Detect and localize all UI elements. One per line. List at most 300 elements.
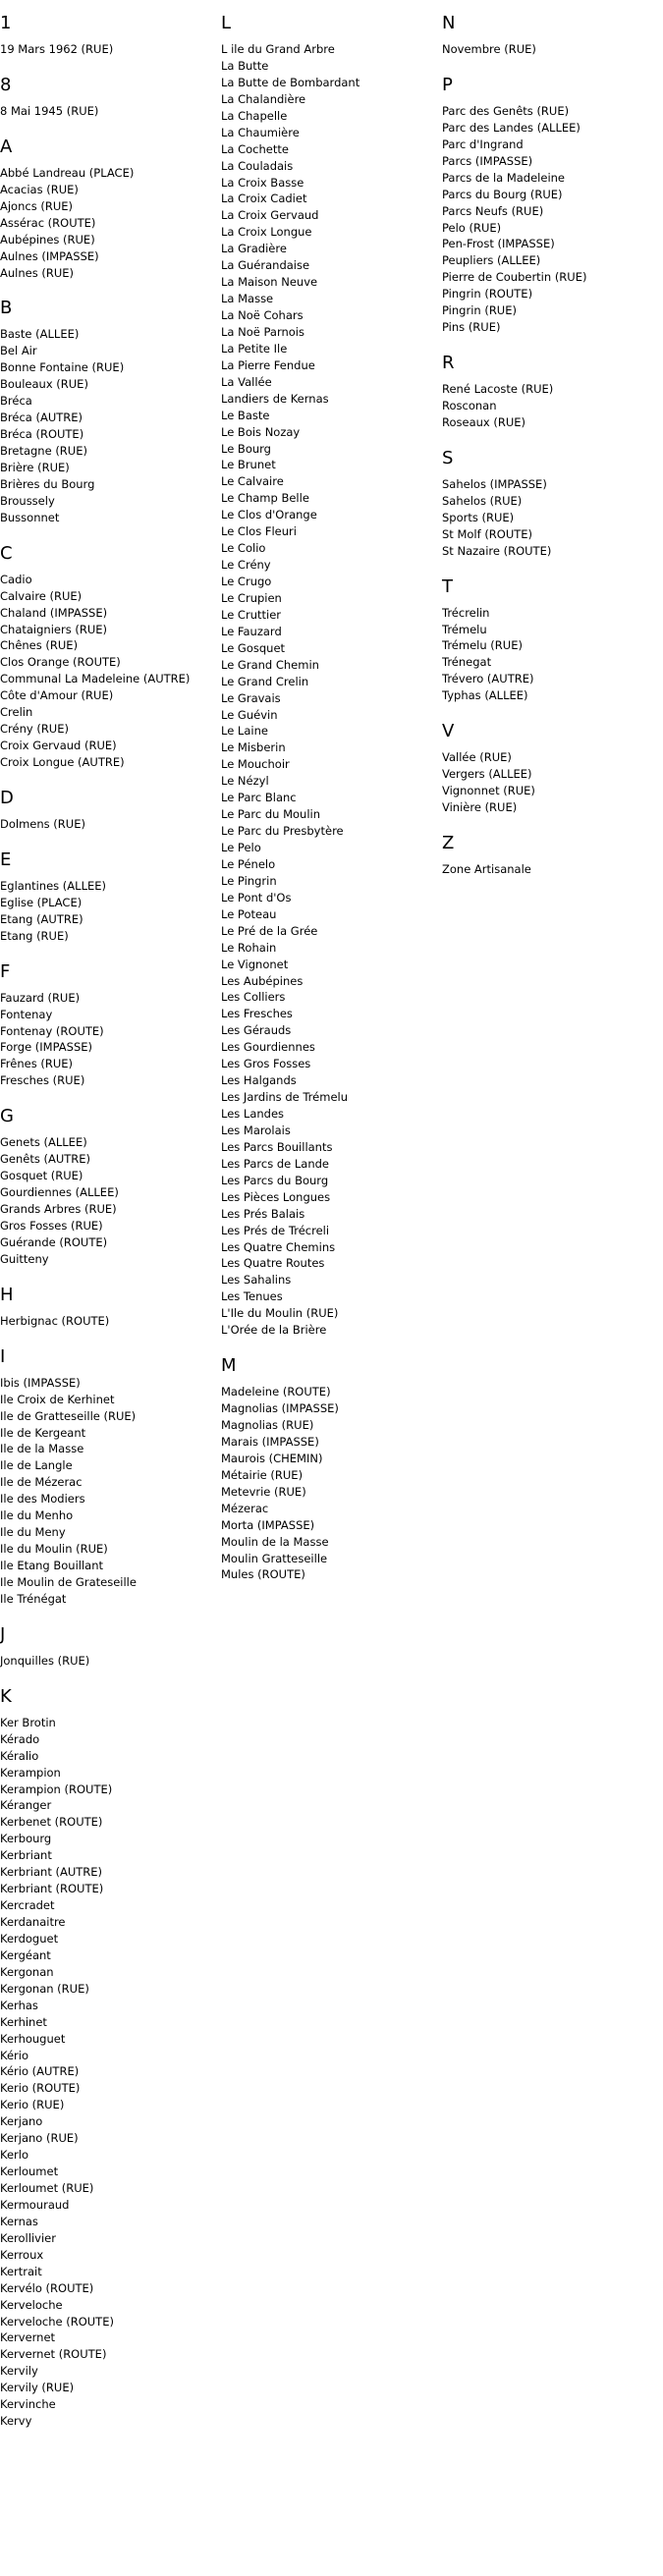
street-name-item: La Chaumière: [221, 125, 300, 139]
street-name-item: Le Laine: [221, 724, 268, 739]
street-name-item: La Butte: [221, 58, 269, 73]
street-list: [442, 749, 658, 816]
street-name-item: Moulin Gratteseille: [221, 1551, 328, 1565]
street-name-item: St Nazaire (ROUTE): [442, 543, 552, 558]
street-name-item: Métairie (RUE): [221, 1467, 304, 1482]
section-letter-heading: D: [0, 787, 14, 808]
letter-section: [0, 1625, 216, 1670]
street-name-item: La Croix Basse: [221, 175, 304, 190]
letter-section: [442, 354, 658, 431]
section-letter-heading: B: [0, 298, 13, 319]
street-name-item: Les Fresches: [221, 1007, 293, 1021]
street-name-item: Trénegat: [442, 655, 492, 670]
street-name-item: Kervy: [0, 2414, 32, 2429]
street-name-item: Les Prés Balais: [221, 1206, 305, 1221]
section-letter-heading: C: [0, 542, 13, 564]
street-name-item: Roseaux (RUE): [442, 414, 526, 429]
street-name-item: Le Bois Nozay: [221, 424, 301, 439]
street-name-item: Vergers (ALLEE): [442, 767, 532, 782]
street-name-item: Ile Etang Bouillant: [0, 1559, 104, 1572]
street-name-item: Mézerac: [221, 1501, 269, 1515]
street-name-item: Landiers de Kernas: [221, 391, 329, 406]
street-name-item: Fontenay (ROUTE): [0, 1023, 104, 1038]
street-name-item: Les Gourdiennes: [221, 1040, 315, 1055]
street-name-item: Ibis (IMPASSE): [0, 1375, 81, 1390]
street-name-item: La Croix Gervaud: [221, 208, 319, 223]
letter-section: [0, 1286, 216, 1330]
street-name-item: Grands Arbres (RUE): [0, 1202, 117, 1216]
street-name-item: Kermouraud: [0, 2197, 70, 2212]
street-name-item: Kerhinet: [0, 2014, 47, 2029]
street-name-item: Acacias (RUE): [0, 182, 79, 196]
street-name-item: Mules (ROUTE): [221, 1567, 305, 1582]
street-name-item: Les Aubépines: [221, 973, 304, 988]
section-letter-heading: N: [442, 13, 456, 33]
letter-section: [0, 544, 216, 771]
street-name-item: Kerio (RUE): [0, 2098, 65, 2112]
street-name-item: Chataigniers (RUE): [0, 622, 107, 636]
letter-section: [0, 76, 216, 120]
street-name-item: Kervinche: [0, 2397, 56, 2412]
street-name-item: Les Colliers: [221, 990, 286, 1005]
street-name-item: Les Parcs de Lande: [221, 1156, 329, 1171]
street-list: [442, 41, 658, 58]
street-name-item: 19 Mars 1962 (RUE): [0, 42, 114, 56]
street-name-item: Communal La Madeleine (AUTRE): [0, 672, 191, 686]
street-name-item: Aulnes (RUE): [0, 265, 75, 280]
section-letter-heading: G: [0, 1106, 14, 1127]
street-name-item: Parcs de la Madeleine: [442, 170, 566, 185]
street-name-item: Kerhas: [0, 1998, 38, 2012]
street-name-item: Broussely: [0, 493, 55, 508]
street-name-item: Le Clos d'Orange: [221, 508, 317, 522]
street-name-item: Les Parcs du Bourg: [221, 1173, 329, 1187]
street-list: [0, 1715, 216, 2430]
street-name-item: La Couladais: [221, 158, 294, 173]
street-name-item: Brière (RUE): [0, 460, 70, 474]
street-name-item: Vignonnet (RUE): [442, 784, 535, 798]
street-name-item: Fauzard (RUE): [0, 990, 81, 1005]
street-name-item: Croix Gervaud (RUE): [0, 739, 117, 753]
street-name-item: Trémelu: [442, 622, 487, 636]
street-name-item: Kergéant: [0, 1947, 51, 1962]
street-name-item: 8 Mai 1945 (RUE): [0, 103, 99, 118]
street-name-item: Les Marolais: [221, 1123, 291, 1137]
street-name-item: Kergonan (RUE): [0, 1981, 89, 1996]
letter-section: [0, 137, 216, 282]
street-name-item: Ajoncs (RUE): [0, 198, 74, 213]
street-name-item: Calvaire (RUE): [0, 588, 83, 603]
street-name-item: Kéranger: [0, 1798, 52, 1813]
street-name-item: Le Calvaire: [221, 474, 284, 489]
street-name-item: Typhas (ALLEE): [442, 688, 528, 703]
street-name-item: Les Pièces Longues: [221, 1189, 331, 1204]
street-list: [442, 103, 658, 336]
street-name-item: Gourdiennes (ALLEE): [0, 1185, 119, 1200]
street-name-item: Kerollivier: [0, 2230, 56, 2245]
street-name-item: L'Orée de la Brière: [221, 1323, 327, 1338]
street-name-item: La Chalandière: [221, 91, 306, 106]
street-name-item: Bel Air: [0, 344, 37, 358]
street-name-item: Les Landes: [221, 1107, 285, 1121]
street-name-item: Kervily: [0, 2364, 38, 2379]
street-name-item: Le Gosquet: [221, 640, 286, 655]
street-name-item: Bussonnet: [0, 510, 60, 524]
letter-section: [442, 722, 658, 816]
street-name-item: Le Crény: [221, 558, 271, 573]
street-name-item: La Petite Ile: [221, 341, 288, 356]
street-name-item: Pen-Frost (IMPASSE): [442, 237, 555, 251]
letter-section: [442, 834, 658, 878]
street-name-item: La Croix Cadiet: [221, 192, 307, 206]
street-name-item: Crelin: [0, 705, 33, 720]
street-name-item: Abbé Landreau (PLACE): [0, 165, 135, 180]
street-name-item: La Noë Cohars: [221, 308, 304, 322]
section-letter-heading: K: [0, 1685, 12, 1707]
letter-section: [442, 76, 658, 336]
street-name-item: Gosquet (RUE): [0, 1169, 83, 1183]
street-name-item: Les Halgands: [221, 1073, 297, 1088]
street-name-item: Les Gérauds: [221, 1023, 292, 1038]
street-name-item: Kerloumet: [0, 2165, 59, 2179]
letter-section: [0, 1107, 216, 1268]
section-letter-heading: A: [0, 136, 13, 157]
street-name-item: Marais (IMPASSE): [221, 1434, 319, 1449]
section-letter-heading: J: [0, 1623, 6, 1645]
street-list: [0, 1653, 216, 1670]
street-name-item: Ile Croix de Kerhinet: [0, 1392, 115, 1406]
street-name-item: Chênes (RUE): [0, 638, 79, 653]
street-name-item: Les Quatre Chemins: [221, 1239, 336, 1254]
section-letter-heading: 8: [0, 74, 12, 95]
letter-section: [0, 962, 216, 1090]
street-name-item: Kerroux: [0, 2247, 44, 2262]
street-name-item: Le Misberin: [221, 740, 286, 755]
street-list: [0, 1134, 216, 1268]
street-name-item: Les Prés de Trécreli: [221, 1223, 330, 1237]
street-name-item: Le Parc Blanc: [221, 791, 297, 805]
street-name-item: Etang (RUE): [0, 928, 69, 943]
street-name-item: Le Guévin: [221, 707, 278, 722]
street-name-item: Dolmens (RUE): [0, 816, 85, 831]
street-name-item: Pelo (RUE): [442, 220, 502, 235]
street-list: [0, 1313, 216, 1330]
street-name-item: Magnolias (RUE): [221, 1418, 314, 1432]
street-name-item: Le Mouchoir: [221, 757, 290, 772]
street-name-item: La Guérandaise: [221, 258, 310, 273]
letter-section: [221, 14, 437, 1339]
street-list: [0, 165, 216, 282]
street-name-item: Brières du Bourg: [0, 476, 95, 491]
street-name-item: Kerbriant (ROUTE): [0, 1882, 104, 1896]
street-name-item: Fresches (RUE): [0, 1073, 85, 1088]
street-name-item: Madeleine (ROUTE): [221, 1385, 331, 1399]
street-name-item: Kerbenet (ROUTE): [0, 1815, 103, 1830]
street-name-item: La Noë Parnois: [221, 324, 304, 339]
street-name-item: Kervélo (ROUTE): [0, 2280, 94, 2295]
street-name-item: Le Brunet: [221, 458, 276, 472]
street-name-item: Le Poteau: [221, 906, 277, 921]
letter-section: [221, 1356, 437, 1583]
street-name-item: Forge (IMPASSE): [0, 1040, 93, 1055]
street-name-item: Kerhouguet: [0, 2031, 66, 2046]
street-name-item: Bouleaux (RUE): [0, 377, 88, 392]
letter-section: [0, 789, 216, 833]
street-name-item: Bréca (ROUTE): [0, 427, 84, 442]
letter-section: [442, 577, 658, 705]
street-name-item: Moulin de la Masse: [221, 1534, 329, 1549]
section-letter-heading: M: [221, 1355, 237, 1377]
street-name-item: Eglantines (ALLEE): [0, 878, 106, 893]
street-name-item: Le Pelo: [221, 841, 261, 854]
street-name-item: Aubépines (RUE): [0, 232, 95, 247]
street-name-item: Le Parc du Presbytère: [221, 824, 344, 839]
street-name-item: Le Pont d'Os: [221, 890, 292, 904]
street-name-item: Guitteny: [0, 1251, 49, 1266]
street-name-item: Les Gros Fosses: [221, 1057, 311, 1071]
letter-section: [0, 1687, 216, 2430]
street-name-item: Le Parc du Moulin: [221, 807, 321, 822]
street-list: [0, 816, 216, 833]
street-name-item: Genêts (AUTRE): [0, 1152, 91, 1167]
street-name-item: Les Jardins de Trémelu: [221, 1090, 348, 1105]
street-name-item: Kervernet (ROUTE): [0, 2347, 107, 2362]
street-name-item: La Masse: [221, 292, 274, 306]
street-name-item: Rosconan: [442, 399, 497, 412]
letter-section: [0, 14, 216, 58]
street-name-item: Le Pré de la Grée: [221, 923, 318, 938]
letter-section: [442, 14, 658, 58]
street-list: [221, 41, 437, 1339]
street-name-item: Le Bourg: [221, 441, 271, 456]
street-list: [442, 476, 658, 560]
street-name-item: Ile de la Masse: [0, 1442, 84, 1456]
section-letter-heading: F: [0, 960, 11, 982]
street-name-item: Kerjano: [0, 2114, 43, 2129]
street-name-item: Sports (RUE): [442, 510, 515, 524]
street-name-item: Le Vignonet: [221, 957, 289, 971]
street-name-item: Maurois (CHEMIN): [221, 1451, 323, 1465]
section-letter-heading: T: [442, 575, 453, 597]
street-name-item: Parcs Neufs (RUE): [442, 203, 544, 218]
section-letter-heading: I: [0, 1345, 6, 1367]
letter-section: [442, 449, 658, 560]
street-name-item: La Gradière: [221, 242, 287, 256]
street-name-item: Gros Fosses (RUE): [0, 1218, 103, 1233]
street-name-item: Pingrin (RUE): [442, 303, 517, 318]
street-name-item: Le Colio: [221, 541, 266, 556]
street-index-column-2: [221, 14, 437, 1601]
street-name-item: Kérado: [0, 1731, 40, 1746]
street-name-item: Kerampion (ROUTE): [0, 1781, 113, 1796]
street-name-item: Le Grand Chemin: [221, 657, 319, 672]
street-name-item: Kervily (RUE): [0, 2381, 75, 2395]
street-name-item: Herbignac (ROUTE): [0, 1313, 110, 1328]
street-name-item: Eglise (PLACE): [0, 895, 83, 909]
section-letter-heading: H: [0, 1284, 14, 1305]
street-name-item: Peupliers (ALLEE): [442, 253, 541, 268]
letter-section: [0, 850, 216, 945]
street-name-item: Trémelu (RUE): [442, 638, 523, 653]
letter-section: [0, 1347, 216, 1608]
street-name-item: Jonquilles (RUE): [0, 1653, 90, 1668]
street-name-item: Kergonan: [0, 1964, 54, 1979]
street-name-item: Ker Brotin: [0, 1715, 56, 1729]
street-name-item: La Chapelle: [221, 108, 288, 123]
street-name-item: Clos Orange (ROUTE): [0, 655, 121, 670]
street-name-item: Kério (AUTRE): [0, 2064, 80, 2079]
street-name-item: Kerloumet (RUE): [0, 2181, 94, 2195]
street-name-item: Parcs (IMPASSE): [442, 153, 533, 168]
street-name-item: Trévero (AUTRE): [442, 672, 534, 686]
street-name-item: Pins (RUE): [442, 320, 501, 335]
section-letter-heading: 1: [0, 13, 12, 33]
street-name-item: Baste (ALLEE): [0, 327, 80, 342]
street-name-item: Le Gravais: [221, 690, 281, 705]
street-name-item: Le Crugo: [221, 575, 272, 588]
street-name-item: Bretagne (RUE): [0, 444, 87, 458]
street-name-item: Chaland (IMPASSE): [0, 605, 108, 620]
street-name-item: La Cochette: [221, 141, 289, 156]
street-name-item: Kerlo: [0, 2148, 29, 2163]
street-name-item: Les Parcs Bouillants: [221, 1139, 333, 1154]
street-index-column-1: [0, 14, 216, 2447]
street-name-item: Magnolias (IMPASSE): [221, 1401, 339, 1416]
street-name-item: Ile de Gratteseille (RUE): [0, 1408, 137, 1423]
street-name-item: Cadio: [0, 572, 32, 586]
street-name-item: Ile du Meny: [0, 1525, 66, 1540]
street-name-item: Bonne Fontaine (RUE): [0, 360, 125, 375]
letter-section: [0, 299, 216, 525]
street-list: [0, 990, 216, 1090]
street-name-item: La Croix Longue: [221, 225, 312, 240]
street-name-item: Parcs du Bourg (RUE): [442, 187, 563, 201]
street-name-item: Kervernet: [0, 2330, 56, 2345]
street-name-item: Le Pingrin: [221, 873, 277, 888]
street-name-item: Parc d'Ingrand: [442, 137, 524, 151]
street-name-item: Le Crupien: [221, 590, 282, 605]
street-name-item: Le Pénelo: [221, 856, 276, 871]
street-name-item: Kéralio: [0, 1748, 39, 1763]
street-name-item: Kerveloche (ROUTE): [0, 2314, 114, 2329]
section-letter-heading: E: [0, 849, 12, 870]
street-name-item: Guérande (ROUTE): [0, 1234, 108, 1249]
street-name-item: Crény (RUE): [0, 722, 69, 737]
section-letter-heading: R: [442, 353, 455, 374]
street-name-item: Ile Moulin de Grateseille: [0, 1574, 137, 1589]
street-name-item: Morta (IMPASSE): [221, 1517, 315, 1532]
street-list: [0, 103, 216, 120]
street-name-item: Le Clos Fleuri: [221, 524, 297, 539]
street-list: [0, 326, 216, 525]
street-name-item: Kerbriant (AUTRE): [0, 1865, 103, 1880]
street-name-item: Kerbriant: [0, 1848, 52, 1863]
street-name-item: La Pierre Fendue: [221, 357, 315, 372]
street-name-item: Le Grand Crelin: [221, 674, 309, 688]
street-name-item: Ile de Mézerac: [0, 1475, 83, 1490]
street-name-item: Pierre de Coubertin (RUE): [442, 270, 587, 285]
street-index-column-3: [442, 14, 658, 896]
street-list: [0, 878, 216, 945]
section-letter-heading: P: [442, 74, 453, 95]
street-name-item: Les Sahalins: [221, 1273, 292, 1288]
street-name-item: Sahelos (IMPASSE): [442, 476, 547, 491]
street-name-item: Ile de Kergeant: [0, 1425, 86, 1440]
street-name-item: La Maison Neuve: [221, 275, 318, 290]
street-name-item: Ile des Modiers: [0, 1492, 85, 1507]
street-name-item: Sahelos (RUE): [442, 493, 523, 508]
street-name-item: Kerbourg: [0, 1832, 52, 1846]
street-name-item: Le Champ Belle: [221, 491, 309, 506]
street-name-item: Kercradet: [0, 1898, 55, 1913]
street-name-item: Ile Trénégat: [0, 1591, 67, 1606]
street-name-item: Les Tenues: [221, 1289, 283, 1304]
street-name-item: Le Cruttier: [221, 607, 281, 622]
street-list: [221, 1384, 437, 1583]
street-name-item: Kertrait: [0, 2264, 42, 2278]
street-name-item: Ile de Langle: [0, 1458, 73, 1473]
street-name-item: Kerio (ROUTE): [0, 2081, 81, 2096]
street-name-item: Assérac (ROUTE): [0, 215, 96, 230]
street-name-item: Le Baste: [221, 408, 270, 422]
street-name-item: Ile du Menho: [0, 1508, 74, 1523]
street-name-item: Les Quatre Routes: [221, 1256, 325, 1271]
street-name-item: La Butte de Bombardant: [221, 75, 360, 89]
street-name-item: Le Nézyl: [221, 774, 269, 789]
street-name-item: Kerdoguet: [0, 1931, 59, 1946]
street-name-item: L ile du Grand Arbre: [221, 42, 335, 56]
street-name-item: Metevrie (RUE): [221, 1484, 306, 1499]
street-list: [442, 381, 658, 431]
street-name-item: René Lacoste (RUE): [442, 382, 554, 397]
section-letter-heading: V: [442, 721, 455, 742]
street-name-item: Ile du Moulin (RUE): [0, 1542, 108, 1557]
street-name-item: Kerjano (RUE): [0, 2131, 79, 2146]
section-letter-heading: L: [221, 13, 232, 33]
street-name-item: Bréca (AUTRE): [0, 411, 83, 425]
street-list: [0, 1375, 216, 1608]
street-name-item: Frênes (RUE): [0, 1057, 73, 1071]
street-name-item: Côte d'Amour (RUE): [0, 688, 114, 703]
street-name-item: Kério: [0, 2048, 29, 2062]
street-list: [442, 861, 658, 878]
street-name-item: Kerampion: [0, 1765, 61, 1780]
street-name-item: Novembre (RUE): [442, 42, 536, 56]
street-name-item: Aulnes (IMPASSE): [0, 248, 99, 263]
street-list: [0, 41, 216, 58]
street-name-item: Le Fauzard: [221, 624, 282, 638]
street-name-item: Bréca: [0, 394, 32, 409]
street-name-item: Parc des Landes (ALLEE): [442, 120, 580, 135]
street-name-item: La Vallée: [221, 374, 272, 389]
section-letter-heading: Z: [442, 832, 455, 853]
street-name-item: Etang (AUTRE): [0, 911, 83, 926]
street-name-item: Le Rohain: [221, 940, 277, 955]
street-name-item: Kerdanaitre: [0, 1915, 66, 1929]
street-name-item: Trécrelin: [442, 605, 490, 620]
street-name-item: Zone Artisanale: [442, 861, 531, 876]
street-list: [0, 572, 216, 771]
street-name-item: Vallée (RUE): [442, 750, 512, 765]
street-name-item: Pingrin (ROUTE): [442, 287, 533, 301]
street-name-item: Parc des Genêts (RUE): [442, 103, 570, 118]
street-name-item: Kernas: [0, 2214, 38, 2228]
street-name-item: L'Ile du Moulin (RUE): [221, 1306, 339, 1321]
street-name-item: Kerveloche: [0, 2297, 63, 2312]
street-name-item: Genets (ALLEE): [0, 1135, 87, 1150]
street-name-item: Croix Longue (AUTRE): [0, 755, 125, 769]
street-name-item: St Molf (ROUTE): [442, 526, 533, 541]
